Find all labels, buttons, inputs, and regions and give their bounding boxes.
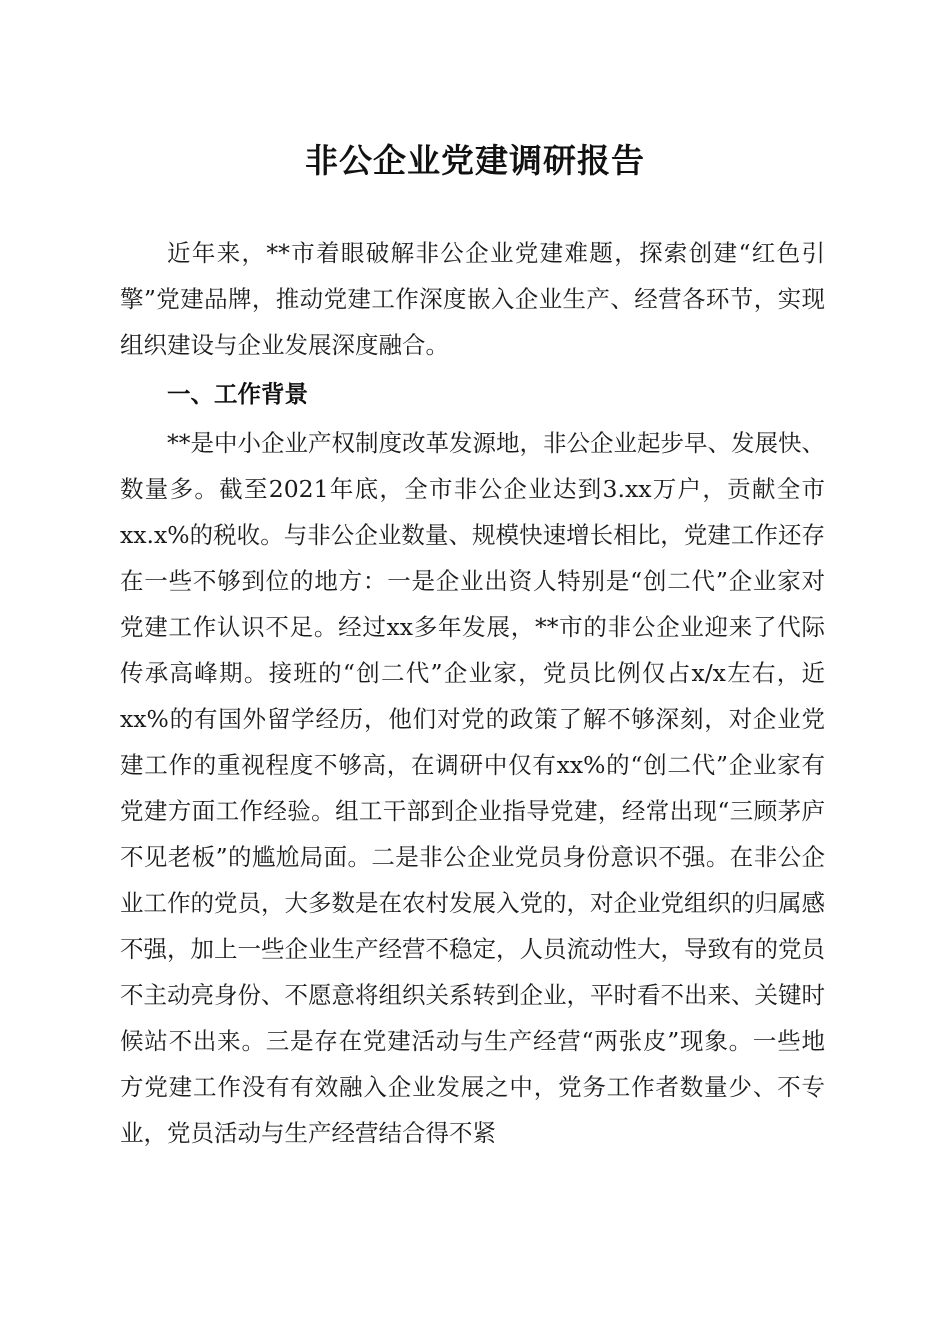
document-body: [120, 230, 825, 1156]
section-heading-background: 一、工作背景: [167, 380, 308, 408]
section-1-paragraph: **是中小企业产权制度改革发源地，非公企业起步早、发展快、数量多。截至2021年底，全市非公企业达到3.xx万户，贡献全市xx.x%的税收。与非公企业数量、规模快速增长相比，党建工作还存在一些不够到位的地方：一是企业出资人特别是“创二代”企业家对党建工作认识不足。经过xx多年发展，**市的非公企业迎来了代际传承高峰期。接班的“创二代”企业家，党员比例仅占x/x左右，近xx%的有国外留学经历，他们对党的政策了解不够深刻，对企业党建工作的重视程度不够高，在调研中仅有xx%的“创二代”企业家有党建方面工作经验。组工干部到企业指导党建，经常出现“三顾茅庐不见老板”的尴尬局面。二是非公企业党员身份意识不强。在非公企业工作的党员，大多数是在农村发展入党的，对企业党组织的归属感不强，加上一些企业生产经营不稳定，人员流动性大，导致有的党员不主动亮身份、不愿意将组织关系转到企业，平时看不出来、关键时候站不出来。三是存在党建活动与生产经营“两张皮”现象。一些地方党建工作没有有效融入企业发展之中，党务工作者数量少、不专业，党员活动与生产经营结合得不紧: [120, 429, 825, 1147]
intro-paragraph: 近年来，**市着眼破解非公企业党建难题，探索创建“红色引擎”党建品牌，推动党建工作深度嵌入企业生产、经营各环节，实现组织建设与企业发展深度融合。: [120, 239, 825, 359]
document-title: 非公企业党建调研报告: [305, 141, 645, 180]
